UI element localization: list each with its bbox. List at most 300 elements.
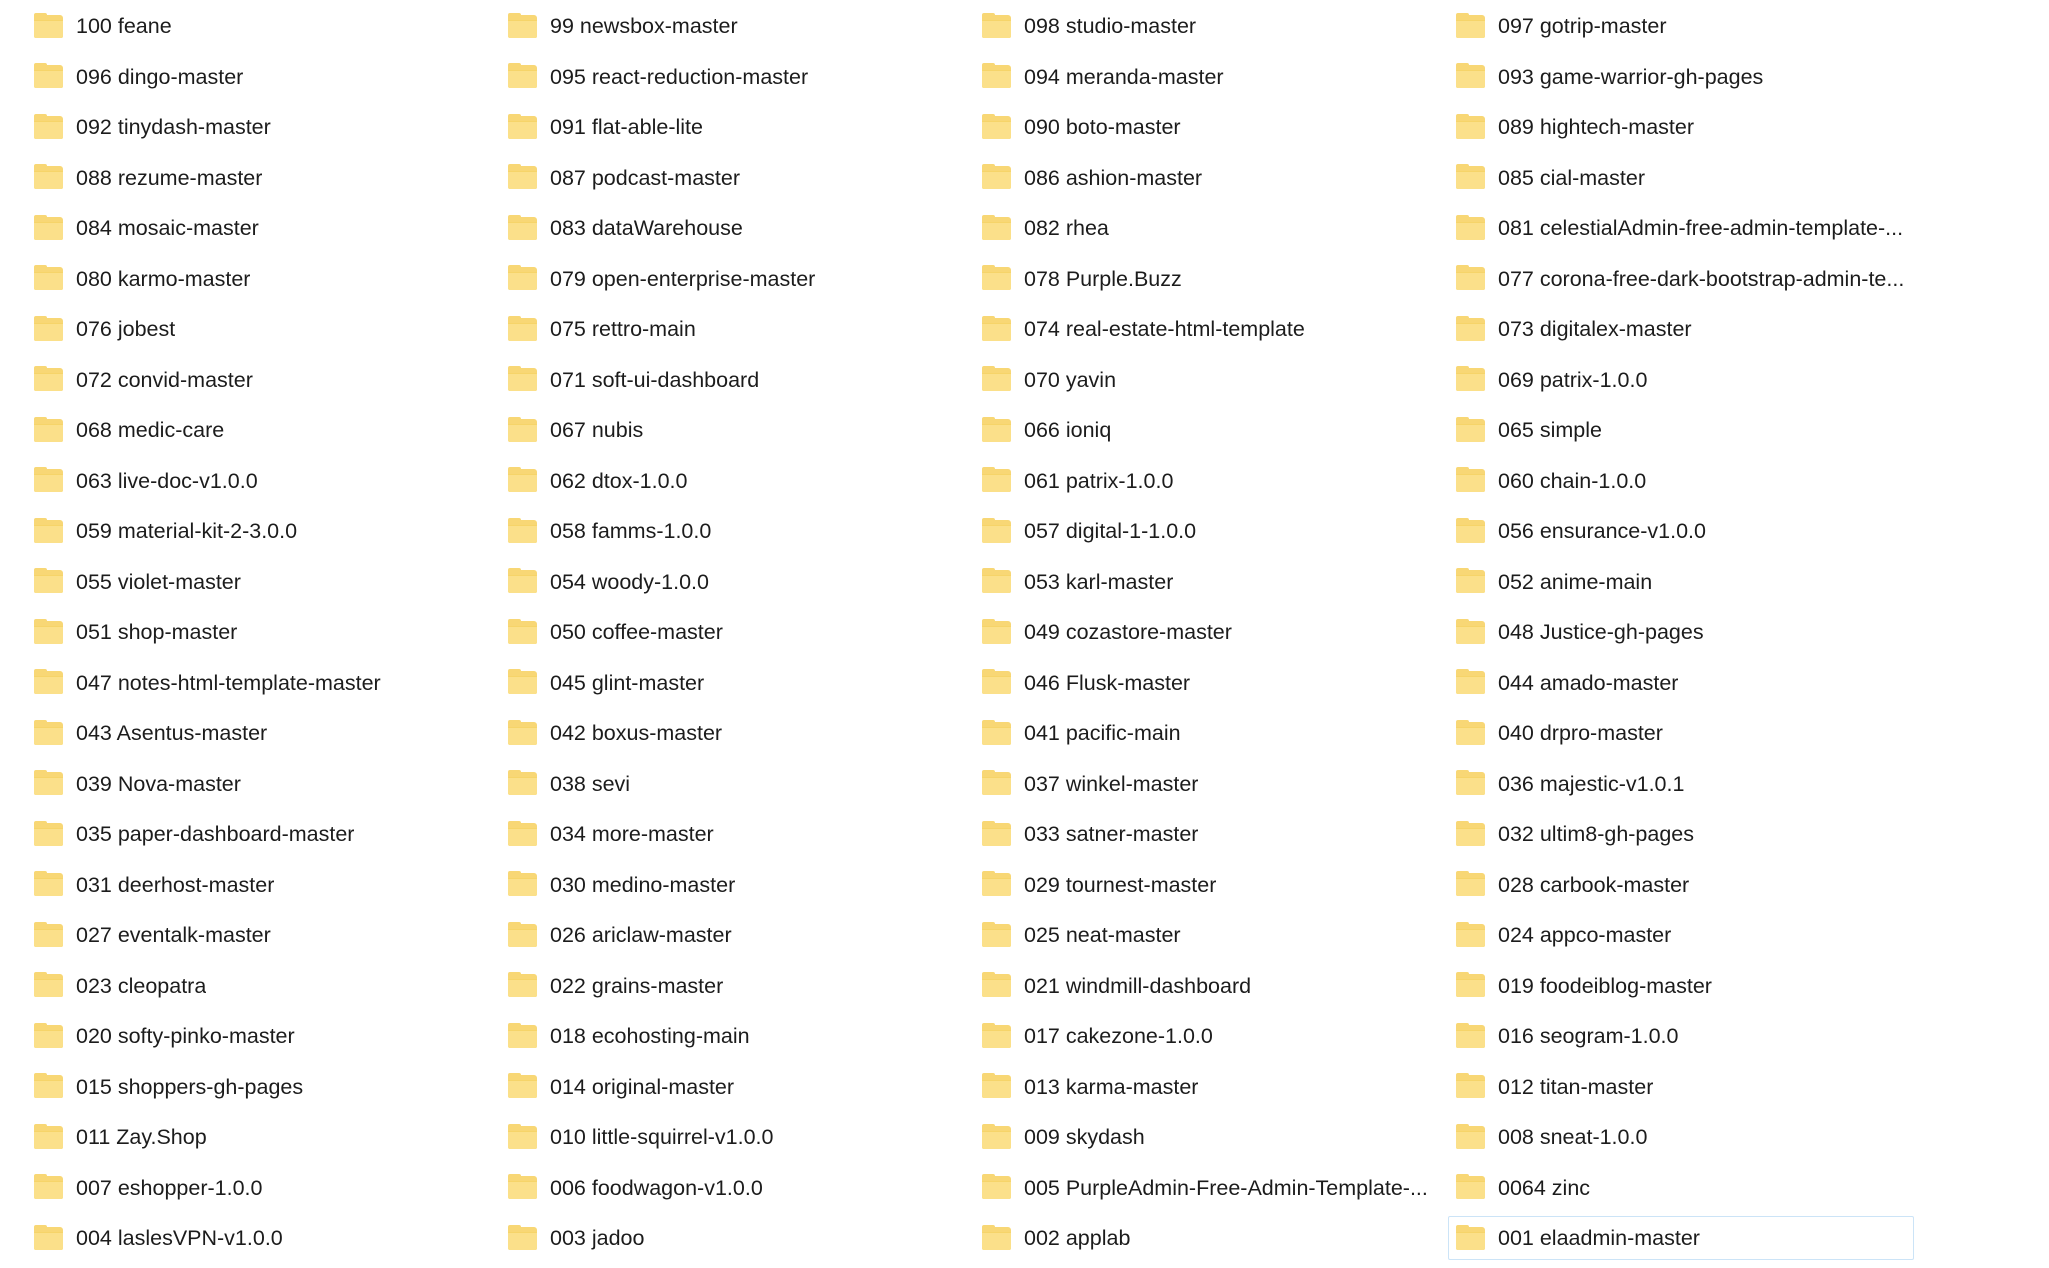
folder-icon bbox=[33, 871, 65, 898]
folder-icon bbox=[33, 467, 65, 494]
folder-name-label: 100 feane bbox=[76, 14, 172, 38]
folder-name-label: 083 dataWarehouse bbox=[550, 216, 743, 240]
folder-icon bbox=[507, 467, 539, 494]
folder-name-label: 050 coffee-master bbox=[550, 620, 723, 644]
folder-icon bbox=[507, 1225, 539, 1252]
folder-list-item[interactable] bbox=[974, 711, 1440, 755]
folder-name-label: 056 ensurance-v1.0.0 bbox=[1498, 519, 1706, 543]
folder-name-label: 006 foodwagon-v1.0.0 bbox=[550, 1175, 763, 1200]
folder-name-label: 076 jobest bbox=[76, 317, 176, 341]
folder-name-label: 060 chain-1.0.0 bbox=[1498, 468, 1647, 493]
folder-name-label: 035 paper-dashboard-master bbox=[76, 822, 355, 846]
folder-name-label: 057 digital-1-1.0.0 bbox=[1024, 519, 1197, 543]
folder-name-label: 042 boxus-master bbox=[550, 721, 723, 745]
folder-name-label: 048 Justice-gh-pages bbox=[1498, 620, 1704, 644]
folder-list-item[interactable] bbox=[500, 661, 966, 705]
folder-icon bbox=[981, 114, 1013, 141]
folder-list-item[interactable] bbox=[500, 1115, 966, 1159]
folder-name-label: 071 soft-ui-dashboard bbox=[550, 367, 760, 392]
folder-icon bbox=[33, 1124, 65, 1151]
folder-list-item[interactable] bbox=[500, 257, 966, 301]
folder-icon bbox=[33, 366, 65, 393]
folder-icon bbox=[507, 215, 539, 242]
folder-name-label: 084 mosaic-master bbox=[76, 216, 259, 240]
folder-list-item[interactable] bbox=[500, 459, 966, 503]
folder-icon bbox=[507, 1023, 539, 1050]
folder-icon bbox=[33, 316, 65, 343]
folder-icon bbox=[981, 215, 1013, 242]
folder-name-label: 031 deerhost-master bbox=[76, 872, 275, 897]
folder-list-item[interactable] bbox=[500, 762, 966, 806]
folder-icon bbox=[981, 922, 1013, 949]
folder-list-item[interactable] bbox=[26, 1065, 492, 1109]
folder-list-item[interactable] bbox=[26, 560, 492, 604]
folder-name-label: 027 eventalk-master bbox=[76, 923, 271, 947]
folder-icon bbox=[1455, 215, 1487, 242]
folder-list-item[interactable] bbox=[26, 863, 492, 907]
folder-icon bbox=[507, 366, 539, 393]
folder-list-item[interactable] bbox=[1448, 812, 1914, 856]
folder-list-item[interactable] bbox=[974, 358, 1440, 402]
folder-name-label: 016 seogram-1.0.0 bbox=[1498, 1024, 1679, 1048]
folder-list-item[interactable] bbox=[974, 610, 1440, 654]
folder-icon bbox=[981, 366, 1013, 393]
folder-name-label: 021 windmill-dashboard bbox=[1024, 973, 1252, 998]
folder-list-item[interactable] bbox=[26, 711, 492, 755]
folder-name-label: 028 carbook-master bbox=[1498, 872, 1690, 897]
folder-icon bbox=[1455, 1124, 1487, 1151]
folder-name-label: 001 elaadmin-master bbox=[1498, 1226, 1700, 1250]
folder-list-item[interactable] bbox=[974, 459, 1440, 503]
folder-icon bbox=[33, 972, 65, 999]
folder-name-label: 023 cleopatra bbox=[76, 973, 207, 998]
folder-name-label: 065 simple bbox=[1498, 418, 1602, 442]
folder-name-label: 013 karma-master bbox=[1024, 1074, 1199, 1099]
folder-list-item[interactable] bbox=[1448, 156, 1914, 200]
folder-name-label: 082 rhea bbox=[1024, 216, 1109, 240]
folder-name-label: 066 ioniq bbox=[1024, 418, 1112, 442]
folder-list-item[interactable] bbox=[1448, 55, 1914, 99]
folder-name-label: 011 Zay.Shop bbox=[76, 1125, 207, 1149]
folder-list-item[interactable] bbox=[26, 762, 492, 806]
folder-list-item[interactable] bbox=[974, 156, 1440, 200]
folder-name-label: 089 hightech-master bbox=[1498, 115, 1694, 139]
folder-icon bbox=[33, 164, 65, 191]
folder-list-item[interactable] bbox=[974, 964, 1440, 1008]
folder-name-label: 067 nubis bbox=[550, 418, 644, 442]
folder-list-item[interactable] bbox=[1448, 459, 1914, 503]
folder-list-item[interactable] bbox=[974, 408, 1440, 452]
folder-icon bbox=[1455, 568, 1487, 595]
folder-list-item[interactable] bbox=[500, 1014, 966, 1058]
folder-name-label: 018 ecohosting-main bbox=[550, 1024, 750, 1048]
folder-list-item[interactable] bbox=[1448, 762, 1914, 806]
folder-icon bbox=[507, 114, 539, 141]
folder-name-label: 059 material-kit-2-3.0.0 bbox=[76, 519, 298, 543]
folder-name-label: 058 famms-1.0.0 bbox=[550, 519, 712, 543]
folder-list-item[interactable] bbox=[500, 156, 966, 200]
folder-icon bbox=[507, 972, 539, 999]
folder-icon bbox=[1455, 922, 1487, 949]
folder-name-label: 097 gotrip-master bbox=[1498, 14, 1667, 38]
folder-list-item[interactable] bbox=[1448, 206, 1914, 250]
folder-name-label: 003 jadoo bbox=[550, 1226, 645, 1250]
folder-name-label: 037 winkel-master bbox=[1024, 771, 1199, 796]
folder-name-label: 078 Purple.Buzz bbox=[1024, 266, 1182, 291]
folder-icon bbox=[981, 1174, 1013, 1201]
folder-list-item[interactable] bbox=[974, 1166, 1440, 1210]
folder-icon bbox=[981, 13, 1013, 40]
folder-icon bbox=[1455, 669, 1487, 696]
folder-name-label: 020 softy-pinko-master bbox=[76, 1024, 295, 1048]
folder-icon bbox=[981, 770, 1013, 797]
folder-list-item[interactable] bbox=[1448, 661, 1914, 705]
folder-icon bbox=[1455, 972, 1487, 999]
folder-list-item[interactable] bbox=[974, 1014, 1440, 1058]
folder-icon bbox=[33, 669, 65, 696]
folder-icon bbox=[507, 1174, 539, 1201]
folder-list-item[interactable] bbox=[500, 1216, 966, 1260]
folder-list-item[interactable] bbox=[26, 610, 492, 654]
folder-list-item[interactable] bbox=[974, 1216, 1440, 1260]
folder-icon bbox=[33, 265, 65, 292]
folder-icon bbox=[981, 1023, 1013, 1050]
folder-name-label: 077 corona-free-dark-bootstrap-admin-te... bbox=[1498, 266, 1905, 291]
folder-icon bbox=[33, 720, 65, 747]
folder-name-label: 081 celestialAdmin-free-admin-template-... bbox=[1498, 216, 1904, 240]
folder-name-label: 017 cakezone-1.0.0 bbox=[1024, 1024, 1213, 1048]
folder-list-item[interactable] bbox=[500, 358, 966, 402]
folder-list-item[interactable] bbox=[26, 4, 492, 48]
folder-list-item[interactable] bbox=[26, 1115, 492, 1159]
folder-icon bbox=[981, 518, 1013, 545]
folder-list-item[interactable] bbox=[26, 459, 492, 503]
folder-icon bbox=[33, 114, 65, 141]
folder-list-item[interactable] bbox=[1448, 1014, 1914, 1058]
folder-list-item[interactable] bbox=[26, 1166, 492, 1210]
folder-list-item[interactable] bbox=[500, 711, 966, 755]
folder-name-label: 039 Nova-master bbox=[76, 771, 241, 796]
folder-list-item[interactable] bbox=[974, 560, 1440, 604]
folder-icon bbox=[33, 770, 65, 797]
folder-icon bbox=[33, 568, 65, 595]
folder-name-label: 041 pacific-main bbox=[1024, 721, 1181, 745]
folder-name-label: 092 tinydash-master bbox=[76, 115, 271, 139]
folder-icon bbox=[981, 1073, 1013, 1100]
folder-list-item[interactable] bbox=[26, 812, 492, 856]
folder-list-item[interactable] bbox=[1448, 358, 1914, 402]
folder-icon bbox=[507, 770, 539, 797]
folder-list-item[interactable] bbox=[500, 206, 966, 250]
folder-name-label: 022 grains-master bbox=[550, 973, 724, 998]
folder-name-label: 046 Flusk-master bbox=[1024, 670, 1191, 695]
folder-list-item[interactable] bbox=[500, 509, 966, 553]
folder-list-item[interactable] bbox=[26, 408, 492, 452]
folder-icon bbox=[1455, 770, 1487, 797]
folder-list-item[interactable] bbox=[1448, 863, 1914, 907]
folder-list-item[interactable] bbox=[974, 206, 1440, 250]
folder-icon bbox=[981, 669, 1013, 696]
folder-list-item[interactable] bbox=[1448, 610, 1914, 654]
folder-icon bbox=[981, 63, 1013, 90]
folder-list-item[interactable] bbox=[500, 964, 966, 1008]
folder-list-item[interactable] bbox=[1448, 1115, 1914, 1159]
folder-name-label: 038 sevi bbox=[550, 771, 631, 796]
folder-name-label: 033 satner-master bbox=[1024, 822, 1199, 846]
folder-icon bbox=[1455, 63, 1487, 90]
folder-icon bbox=[1455, 619, 1487, 646]
folder-icon bbox=[1455, 164, 1487, 191]
folder-name-label: 045 glint-master bbox=[550, 670, 705, 695]
folder-icon bbox=[981, 821, 1013, 848]
folder-list-item[interactable] bbox=[1448, 307, 1914, 351]
folder-icon bbox=[981, 972, 1013, 999]
folder-list-item[interactable] bbox=[26, 307, 492, 351]
folder-name-label: 024 appco-master bbox=[1498, 923, 1672, 947]
folder-list-item[interactable] bbox=[500, 560, 966, 604]
folder-name-label: 055 violet-master bbox=[76, 569, 241, 594]
folder-list-item[interactable] bbox=[1448, 711, 1914, 755]
folder-icon bbox=[33, 1225, 65, 1252]
folder-name-label: 062 dtox-1.0.0 bbox=[550, 468, 688, 493]
folder-icon bbox=[1455, 13, 1487, 40]
folder-icon bbox=[981, 265, 1013, 292]
folder-name-label: 015 shoppers-gh-pages bbox=[76, 1074, 304, 1099]
folder-name-label: 080 karmo-master bbox=[76, 266, 251, 291]
folder-icon bbox=[507, 417, 539, 444]
folder-name-label: 054 woody-1.0.0 bbox=[550, 569, 709, 594]
folder-icon bbox=[507, 568, 539, 595]
folder-icon bbox=[981, 871, 1013, 898]
folder-name-label: 043 Asentus-master bbox=[76, 721, 268, 745]
folder-list-item[interactable] bbox=[974, 661, 1440, 705]
folder-name-label: 053 karl-master bbox=[1024, 569, 1174, 594]
folder-name-label: 087 podcast-master bbox=[550, 165, 741, 190]
folder-list-item[interactable] bbox=[1448, 1216, 1914, 1260]
folder-name-label: 049 cozastore-master bbox=[1024, 620, 1232, 644]
folder-name-label: 008 sneat-1.0.0 bbox=[1498, 1125, 1648, 1149]
folder-name-label: 009 skydash bbox=[1024, 1125, 1145, 1149]
folder-icon bbox=[507, 13, 539, 40]
folder-icon bbox=[981, 1225, 1013, 1252]
folder-icon bbox=[981, 619, 1013, 646]
folder-list-item[interactable] bbox=[26, 257, 492, 301]
folder-list-item[interactable] bbox=[974, 762, 1440, 806]
folder-icon bbox=[33, 13, 65, 40]
folder-list-item[interactable] bbox=[26, 55, 492, 99]
folder-icon bbox=[981, 467, 1013, 494]
folder-list-item[interactable] bbox=[974, 257, 1440, 301]
folder-list-item[interactable] bbox=[26, 156, 492, 200]
folder-icon bbox=[1455, 1225, 1487, 1252]
folder-icon bbox=[1455, 821, 1487, 848]
folder-name-label: 074 real-estate-html-template bbox=[1024, 317, 1305, 341]
folder-icon bbox=[33, 63, 65, 90]
folder-name-label: 019 foodeiblog-master bbox=[1498, 973, 1712, 998]
folder-icon bbox=[507, 821, 539, 848]
folder-name-label: 005 PurpleAdmin-Free-Admin-Template-... bbox=[1024, 1175, 1428, 1200]
folder-icon bbox=[507, 669, 539, 696]
folder-icon bbox=[1455, 467, 1487, 494]
folder-name-label: 036 majestic-v1.0.1 bbox=[1498, 771, 1685, 796]
folder-list-item[interactable] bbox=[1448, 1065, 1914, 1109]
folder-name-label: 073 digitalex-master bbox=[1498, 317, 1692, 341]
folder-icon bbox=[1455, 518, 1487, 545]
folder-icon bbox=[507, 871, 539, 898]
folder-icon bbox=[507, 619, 539, 646]
folder-icon bbox=[33, 215, 65, 242]
folder-name-label: 075 rettro-main bbox=[550, 317, 696, 341]
folder-name-label: 093 game-warrior-gh-pages bbox=[1498, 64, 1764, 89]
folder-name-label: 094 meranda-master bbox=[1024, 64, 1224, 89]
folder-list-item[interactable] bbox=[500, 105, 966, 149]
folder-icon bbox=[507, 316, 539, 343]
folder-icon bbox=[981, 316, 1013, 343]
folder-list-item[interactable] bbox=[974, 863, 1440, 907]
folder-icon bbox=[33, 1073, 65, 1100]
folder-list-item[interactable] bbox=[500, 307, 966, 351]
folder-name-label: 034 more-master bbox=[550, 822, 714, 846]
folder-list-item[interactable] bbox=[26, 661, 492, 705]
folder-icon bbox=[507, 922, 539, 949]
folder-list-item[interactable] bbox=[500, 863, 966, 907]
folder-icon bbox=[981, 568, 1013, 595]
folder-icon bbox=[33, 821, 65, 848]
folder-list-item[interactable] bbox=[500, 55, 966, 99]
folder-icon bbox=[33, 1023, 65, 1050]
folder-icon bbox=[33, 417, 65, 444]
folder-icon bbox=[1455, 114, 1487, 141]
folder-list-item[interactable] bbox=[500, 4, 966, 48]
folder-name-label: 063 live-doc-v1.0.0 bbox=[76, 468, 258, 493]
folder-name-label: 030 medino-master bbox=[550, 872, 736, 897]
folder-list-item[interactable] bbox=[26, 509, 492, 553]
folder-icon bbox=[1455, 417, 1487, 444]
folder-list-item[interactable] bbox=[1448, 1166, 1914, 1210]
folder-icon bbox=[33, 1174, 65, 1201]
folder-list-item[interactable] bbox=[974, 913, 1440, 957]
folder-list-item[interactable] bbox=[1448, 257, 1914, 301]
folder-icon bbox=[507, 1124, 539, 1151]
folder-list-item[interactable] bbox=[974, 812, 1440, 856]
folder-icon bbox=[507, 63, 539, 90]
folder-name-label: 086 ashion-master bbox=[1024, 165, 1203, 190]
folder-icon bbox=[981, 164, 1013, 191]
folder-icon bbox=[1455, 720, 1487, 747]
folder-name-label: 072 convid-master bbox=[76, 367, 253, 392]
folder-icon bbox=[33, 619, 65, 646]
folder-icon bbox=[507, 164, 539, 191]
folder-list-item[interactable] bbox=[26, 1014, 492, 1058]
folder-list-item[interactable] bbox=[1448, 560, 1914, 604]
folder-name-label: 085 cial-master bbox=[1498, 165, 1645, 190]
folder-list-item[interactable] bbox=[26, 105, 492, 149]
folder-name-label: 052 anime-main bbox=[1498, 569, 1653, 594]
folder-list-item[interactable] bbox=[500, 610, 966, 654]
folder-list-item[interactable] bbox=[500, 913, 966, 957]
folder-list-item[interactable] bbox=[26, 358, 492, 402]
folder-icon bbox=[1455, 265, 1487, 292]
folder-name-label: 99 newsbox-master bbox=[550, 14, 738, 38]
folder-icon bbox=[1455, 1174, 1487, 1201]
folder-list-item[interactable] bbox=[500, 1166, 966, 1210]
folder-name-label: 051 shop-master bbox=[76, 620, 238, 644]
folder-list-item[interactable] bbox=[974, 307, 1440, 351]
folder-name-label: 004 laslesVPN-v1.0.0 bbox=[76, 1226, 283, 1250]
folder-name-label: 040 drpro-master bbox=[1498, 721, 1663, 745]
folder-name-label: 026 ariclaw-master bbox=[550, 923, 732, 947]
folder-list-item[interactable] bbox=[500, 812, 966, 856]
folder-name-label: 032 ultim8-gh-pages bbox=[1498, 822, 1695, 846]
folder-list-item[interactable] bbox=[974, 1065, 1440, 1109]
folder-list-item[interactable] bbox=[1448, 408, 1914, 452]
folder-icon bbox=[1455, 1073, 1487, 1100]
folder-list-item[interactable] bbox=[500, 408, 966, 452]
folder-name-label: 091 flat-able-lite bbox=[550, 115, 703, 139]
folder-icon bbox=[981, 720, 1013, 747]
folder-icon bbox=[1455, 316, 1487, 343]
folder-name-label: 095 react-reduction-master bbox=[550, 64, 809, 89]
folder-icon bbox=[507, 518, 539, 545]
folder-name-label: 079 open-enterprise-master bbox=[550, 266, 816, 291]
folder-name-label: 029 tournest-master bbox=[1024, 872, 1217, 897]
folder-name-label: 044 amado-master bbox=[1498, 670, 1679, 695]
folder-list-item[interactable] bbox=[1448, 964, 1914, 1008]
folder-icon bbox=[981, 1124, 1013, 1151]
folder-name-label: 014 original-master bbox=[550, 1074, 735, 1099]
folder-name-label: 025 neat-master bbox=[1024, 923, 1181, 947]
folder-list-item[interactable] bbox=[974, 509, 1440, 553]
folder-list-item[interactable] bbox=[26, 964, 492, 1008]
folder-name-label: 069 patrix-1.0.0 bbox=[1498, 367, 1648, 392]
folder-list-item[interactable] bbox=[974, 1115, 1440, 1159]
folder-icon bbox=[507, 720, 539, 747]
folder-list-item[interactable] bbox=[26, 206, 492, 250]
folder-name-label: 088 rezume-master bbox=[76, 165, 263, 190]
folder-icon bbox=[1455, 1023, 1487, 1050]
folder-list-item[interactable] bbox=[974, 4, 1440, 48]
folder-name-label: 0064 zinc bbox=[1498, 1175, 1591, 1200]
folder-name-label: 007 eshopper-1.0.0 bbox=[76, 1175, 263, 1200]
folder-list-item[interactable] bbox=[974, 105, 1440, 149]
folder-list-item[interactable] bbox=[1448, 913, 1914, 957]
folder-icon bbox=[1455, 871, 1487, 898]
folder-list-item[interactable] bbox=[500, 1065, 966, 1109]
folder-name-label: 010 little-squirrel-v1.0.0 bbox=[550, 1125, 774, 1149]
folder-name-label: 070 yavin bbox=[1024, 367, 1117, 392]
folder-icon bbox=[981, 417, 1013, 444]
folder-list-item[interactable] bbox=[26, 913, 492, 957]
folder-name-label: 047 notes-html-template-master bbox=[76, 670, 381, 695]
folder-name-label: 002 applab bbox=[1024, 1226, 1131, 1250]
folder-name-label: 096 dingo-master bbox=[76, 64, 244, 89]
folder-list-item[interactable] bbox=[1448, 509, 1914, 553]
folder-icon bbox=[507, 1073, 539, 1100]
folder-list-item[interactable] bbox=[26, 1216, 492, 1260]
folder-name-label: 098 studio-master bbox=[1024, 14, 1197, 38]
folder-icon bbox=[1455, 366, 1487, 393]
folder-list-item[interactable] bbox=[974, 55, 1440, 99]
folder-name-label: 068 medic-care bbox=[76, 418, 225, 442]
folder-name-label: 090 boto-master bbox=[1024, 115, 1181, 139]
folder-list-item[interactable] bbox=[1448, 105, 1914, 149]
folder-icon bbox=[507, 265, 539, 292]
folder-icon bbox=[33, 922, 65, 949]
folder-icon bbox=[33, 518, 65, 545]
folder-name-label: 061 patrix-1.0.0 bbox=[1024, 468, 1174, 493]
folder-list-item[interactable] bbox=[1448, 4, 1914, 48]
folder-name-label: 012 titan-master bbox=[1498, 1074, 1654, 1099]
